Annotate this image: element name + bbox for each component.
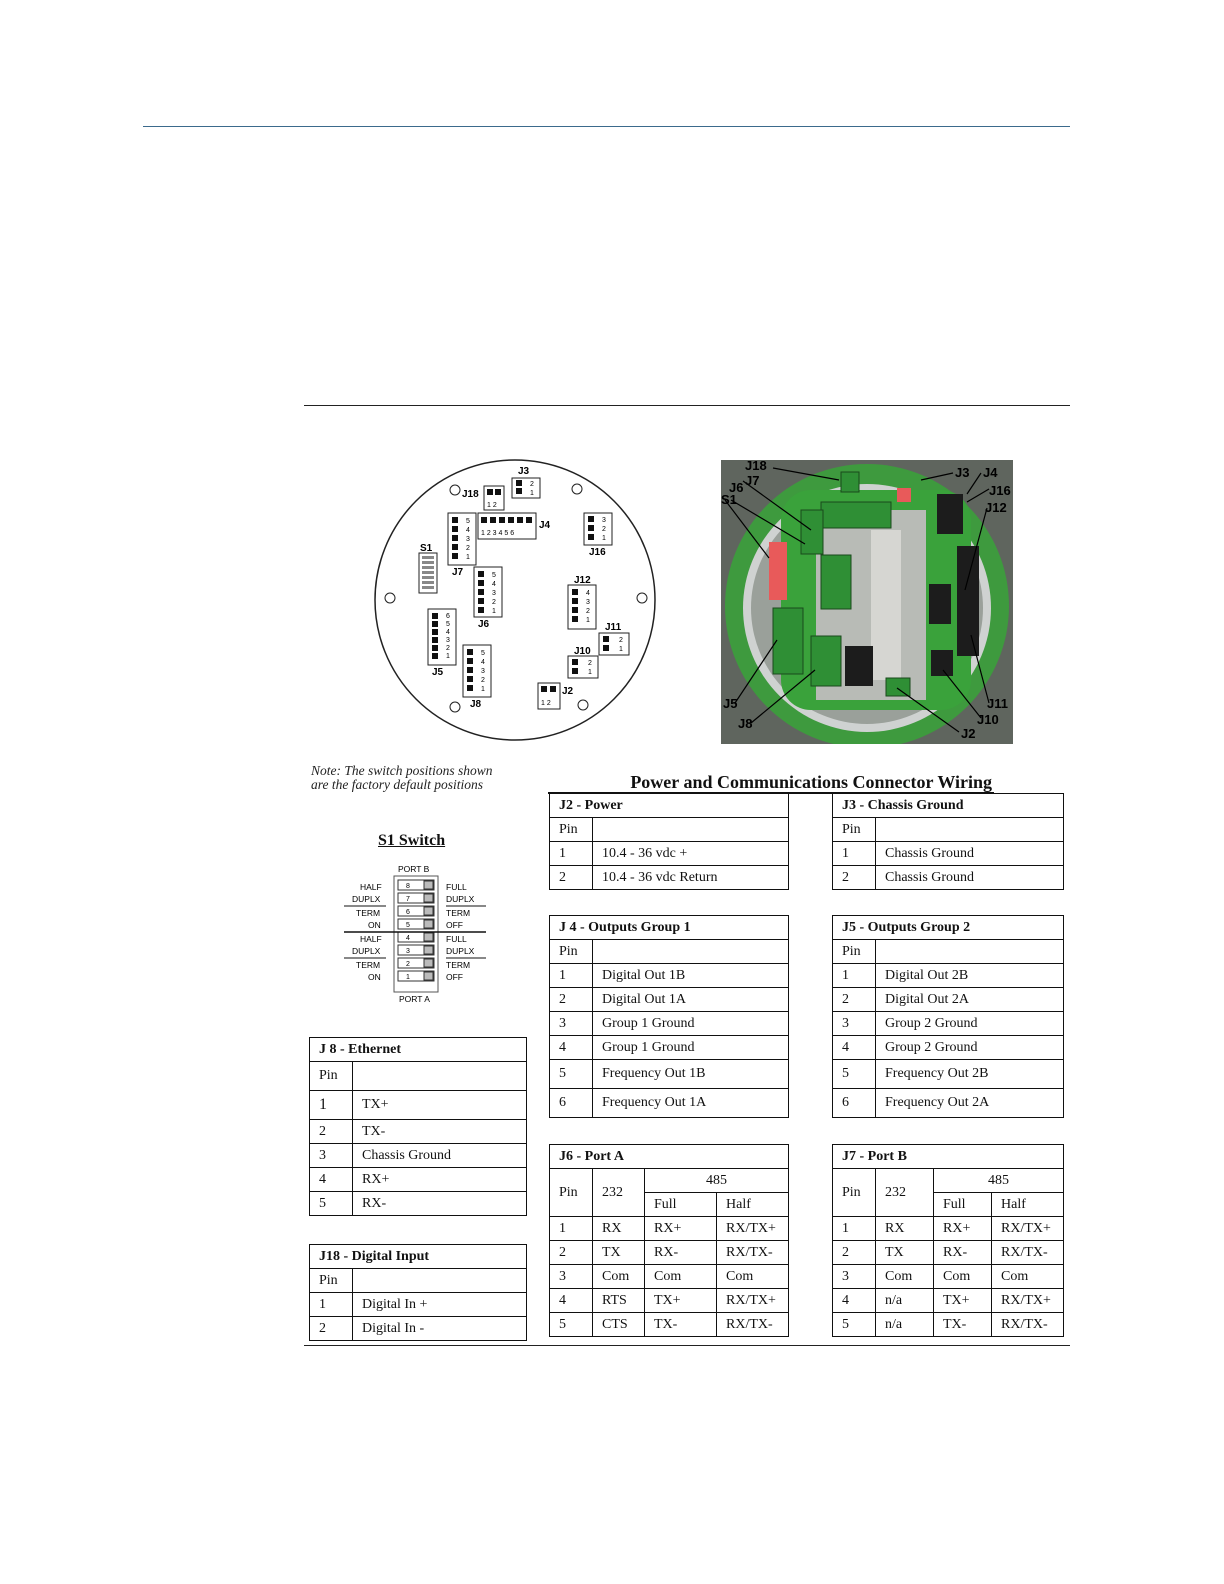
table-title: J6 - Port A [550, 1145, 789, 1169]
cell: TX- [645, 1313, 717, 1337]
svg-text:1 2: 1 2 [487, 502, 497, 509]
pin-cell: 2 [310, 1120, 353, 1144]
svg-text:1: 1 [602, 535, 606, 542]
svg-text:3: 3 [492, 590, 496, 597]
s1-switch-number: 2 [406, 961, 410, 968]
signal-cell: Group 1 Ground [593, 1012, 789, 1036]
pin-header: Pin [833, 818, 876, 842]
svg-text:1: 1 [586, 617, 590, 624]
table-row [833, 1089, 1064, 1118]
signal-cell: Digital Out 2B [876, 964, 1064, 988]
signal-cell: RX- [353, 1192, 527, 1216]
pin-cell: 3 [833, 1265, 876, 1289]
callout-s1: S1 [721, 492, 737, 507]
j18-digital-input-table [309, 1244, 527, 1341]
signal-cell: 10.4 - 36 vdc + [593, 842, 789, 866]
svg-text:1: 1 [446, 653, 450, 660]
section-rule [304, 405, 1070, 406]
label-j8: J8 [470, 699, 482, 710]
cell: RX/TX+ [717, 1289, 789, 1313]
svg-text:2: 2 [466, 545, 470, 552]
table-row [550, 964, 789, 988]
pin-cell: 4 [310, 1168, 353, 1192]
pin-cell: 2 [833, 1241, 876, 1265]
header-rule [143, 126, 1070, 127]
s1-switch-number: 7 [406, 896, 410, 903]
table-title: J3 - Chassis Ground [833, 794, 1064, 818]
pin-cell: 3 [833, 1012, 876, 1036]
cell: RX- [934, 1241, 992, 1265]
svg-text:2: 2 [530, 481, 534, 488]
connector-wiring-title: Power and Communications Connector Wiring [548, 772, 994, 794]
pin-header: Pin [550, 818, 593, 842]
s1-left-label: ON [368, 920, 381, 930]
signal-cell: Frequency Out 2A [876, 1089, 1064, 1118]
svg-text:1: 1 [619, 646, 623, 653]
pin-cell: 3 [310, 1144, 353, 1168]
pin-header: Pin [833, 1169, 876, 1217]
cell: RX/TX- [992, 1241, 1064, 1265]
cell: Com [593, 1265, 645, 1289]
pin-cell: 1 [310, 1091, 353, 1120]
table-row [550, 1012, 789, 1036]
signal-cell: Frequency Out 2B [876, 1060, 1064, 1089]
table-row [550, 1289, 789, 1313]
signal-cell: Group 2 Ground [876, 1036, 1064, 1060]
s1-right-label: DUPLX [446, 946, 475, 956]
pin-cell: 6 [833, 1089, 876, 1118]
board-diagram [370, 455, 660, 745]
s1-left-label: TERM [356, 960, 381, 970]
pin-header: Pin [310, 1062, 353, 1091]
table-row [833, 1241, 1064, 1265]
label-j6: J6 [478, 619, 490, 630]
svg-text:3: 3 [466, 536, 470, 543]
table-row [550, 1060, 789, 1089]
svg-text:1: 1 [588, 669, 592, 676]
svg-text:3: 3 [446, 637, 450, 644]
pin-cell: 4 [833, 1036, 876, 1060]
s1-left-label: HALF [360, 882, 382, 892]
signal-cell: Frequency Out 1B [593, 1060, 789, 1089]
table-title: J7 - Port B [833, 1145, 1064, 1169]
table-row [310, 1120, 527, 1144]
svg-text:1 2 3 4 5 6: 1 2 3 4 5 6 [481, 530, 515, 537]
svg-text:2: 2 [481, 677, 485, 684]
table-row [550, 842, 789, 866]
table-row [550, 1241, 789, 1265]
half-duplex-header: Half [992, 1193, 1064, 1217]
pin-cell: 2 [550, 988, 593, 1012]
rs485-header: 485 [645, 1169, 789, 1193]
rs232-header: 232 [876, 1169, 934, 1217]
cell: RX/TX+ [992, 1217, 1064, 1241]
pin-cell: 2 [833, 866, 876, 890]
table-row [833, 1012, 1064, 1036]
callout-j12: J12 [985, 500, 1007, 515]
svg-text:2: 2 [586, 608, 590, 615]
signal-cell: Frequency Out 1A [593, 1089, 789, 1118]
signal-cell: Chassis Ground [876, 842, 1064, 866]
pin-cell: 6 [550, 1089, 593, 1118]
svg-text:5: 5 [481, 650, 485, 657]
cell: RX+ [934, 1217, 992, 1241]
table-title: J 8 - Ethernet [310, 1038, 527, 1062]
table-title: J18 - Digital Input [310, 1245, 527, 1269]
s1-right-label: FULL [446, 934, 467, 944]
svg-text:4: 4 [446, 629, 450, 636]
pin-cell: 5 [310, 1192, 353, 1216]
cell: TX [593, 1241, 645, 1265]
label-s1: S1 [420, 543, 433, 554]
s1-left-label: TERM [356, 908, 381, 918]
pin-cell: 1 [833, 1217, 876, 1241]
table-row [550, 988, 789, 1012]
cell: Com [717, 1265, 789, 1289]
svg-text:3: 3 [586, 599, 590, 606]
cell: RX [593, 1217, 645, 1241]
label-j7: J7 [452, 567, 464, 578]
signal-cell: TX+ [353, 1091, 527, 1120]
s1-switch-toggle [424, 946, 433, 954]
pin-cell: 3 [550, 1265, 593, 1289]
pin-cell: 1 [833, 842, 876, 866]
pin-header: Pin [550, 1169, 593, 1217]
pin-cell: 1 [833, 964, 876, 988]
callout-j16: J16 [989, 483, 1011, 498]
pin-cell: 2 [550, 1241, 593, 1265]
svg-text:1: 1 [481, 686, 485, 693]
svg-text:1: 1 [466, 554, 470, 561]
cell: RX/TX- [717, 1241, 789, 1265]
svg-text:6: 6 [446, 613, 450, 620]
j8-ethernet-table [309, 1037, 527, 1216]
s1-switch-title: S1 Switch [378, 832, 446, 849]
svg-text:2: 2 [588, 660, 592, 667]
label-j11: J11 [605, 622, 622, 633]
pin-cell: 1 [550, 964, 593, 988]
svg-text:2: 2 [602, 526, 606, 533]
cell: n/a [876, 1313, 934, 1337]
callout-j4: J4 [983, 465, 998, 480]
svg-text:3: 3 [481, 668, 485, 675]
cell: n/a [876, 1289, 934, 1313]
pin-cell: 3 [550, 1012, 593, 1036]
s1-left-label: HALF [360, 934, 382, 944]
cell: RX- [645, 1241, 717, 1265]
table-row [310, 1317, 527, 1341]
svg-text:5: 5 [492, 572, 496, 579]
label-j10: J10 [574, 646, 591, 657]
table-row [833, 964, 1064, 988]
j2-power-table [549, 793, 789, 890]
half-duplex-header: Half [717, 1193, 789, 1217]
s1-switch-toggle [424, 881, 433, 889]
table-row [550, 866, 789, 890]
svg-text:1: 1 [530, 490, 534, 497]
pin-cell: 2 [833, 988, 876, 1012]
table-row [833, 1313, 1064, 1337]
s1-switch-number: 4 [406, 935, 410, 942]
pin-cell: 2 [310, 1317, 353, 1341]
svg-text:2: 2 [619, 637, 623, 644]
cell: RTS [593, 1289, 645, 1313]
table-row [310, 1192, 527, 1216]
signal-cell: Chassis Ground [353, 1144, 527, 1168]
rs485-header: 485 [934, 1169, 1064, 1193]
cell: RX+ [645, 1217, 717, 1241]
table-row [310, 1168, 527, 1192]
signal-cell: Digital In + [353, 1293, 527, 1317]
s1-switch-toggle [424, 907, 433, 915]
table-title: J 4 - Outputs Group 1 [550, 916, 789, 940]
pin-cell: 2 [550, 866, 593, 890]
s1-switch-number: 1 [406, 974, 410, 981]
note-line-1: Note: The switch positions shown [311, 763, 493, 778]
svg-text:5: 5 [446, 621, 450, 628]
s1-switch-toggle [424, 933, 433, 941]
svg-text:4: 4 [466, 527, 470, 534]
table-row [833, 842, 1064, 866]
callout-j2: J2 [961, 726, 976, 741]
table-row [833, 1289, 1064, 1313]
signal-cell: RX+ [353, 1168, 527, 1192]
svg-text:1 2: 1 2 [541, 700, 551, 707]
s1-right-label: OFF [446, 972, 463, 982]
j5-outputs-group-2-table [832, 915, 1064, 1118]
cell: TX [876, 1241, 934, 1265]
s1-right-label: TERM [446, 960, 471, 970]
label-j18: J18 [462, 489, 479, 500]
signal-cell: Chassis Ground [876, 866, 1064, 890]
cell: RX/TX+ [992, 1289, 1064, 1313]
s1-left-label: DUPLX [352, 894, 381, 904]
cell: RX [876, 1217, 934, 1241]
s1-switch-number: 8 [406, 883, 410, 890]
signal-cell: 10.4 - 36 vdc Return [593, 866, 789, 890]
label-j16: J16 [589, 547, 606, 558]
s1-right-label: DUPLX [446, 894, 475, 904]
table-row [550, 1036, 789, 1060]
label-j12: J12 [574, 575, 591, 586]
svg-text:4: 4 [492, 581, 496, 588]
cell: CTS [593, 1313, 645, 1337]
table-title: J2 - Power [550, 794, 789, 818]
signal-cell: TX- [353, 1120, 527, 1144]
table-row [310, 1091, 527, 1120]
table-row [833, 1060, 1064, 1089]
callout-j10: J10 [977, 712, 999, 727]
signal-cell: Group 2 Ground [876, 1012, 1064, 1036]
cell: Com [645, 1265, 717, 1289]
cell: TX- [934, 1313, 992, 1337]
s1-port-a: PORT A [399, 994, 430, 1004]
table-row [833, 1265, 1064, 1289]
table-row [833, 988, 1064, 1012]
cell: TX+ [934, 1289, 992, 1313]
s1-switch-number: 5 [406, 922, 410, 929]
svg-text:4: 4 [586, 590, 590, 597]
pin-cell: 4 [833, 1289, 876, 1313]
rs232-header: 232 [593, 1169, 645, 1217]
pin-cell: 4 [550, 1036, 593, 1060]
callout-j8: J8 [738, 716, 753, 731]
s1-switch-diagram [344, 862, 492, 1008]
table-row [310, 1293, 527, 1317]
table-row [550, 1313, 789, 1337]
cell: Com [934, 1265, 992, 1289]
table-row [833, 1036, 1064, 1060]
pin-cell: 5 [833, 1313, 876, 1337]
cell: RX/TX- [717, 1313, 789, 1337]
pin-cell: 1 [550, 842, 593, 866]
svg-text:2: 2 [446, 645, 450, 652]
label-j4: J4 [539, 520, 551, 531]
full-duplex-header: Full [934, 1193, 992, 1217]
callout-j7: J7 [745, 473, 760, 488]
callout-j11: J11 [987, 696, 1008, 711]
signal-cell: Group 1 Ground [593, 1036, 789, 1060]
full-duplex-header: Full [645, 1193, 717, 1217]
cell: RX/TX- [992, 1313, 1064, 1337]
svg-text:1: 1 [492, 608, 496, 615]
table-row [833, 866, 1064, 890]
s1-right-label: TERM [446, 908, 471, 918]
cell: RX/TX+ [717, 1217, 789, 1241]
note-line-2: are the factory default positions [311, 777, 483, 792]
pin-cell: 5 [550, 1060, 593, 1089]
callout-j6: J6 [729, 480, 744, 495]
s1-switch-toggle [424, 959, 433, 967]
s1-switch-toggle [424, 972, 433, 980]
factory-default-note [311, 764, 493, 792]
footer-rule [304, 1345, 1070, 1346]
pin-cell: 1 [310, 1293, 353, 1317]
svg-text:2: 2 [492, 599, 496, 606]
pin-header: Pin [310, 1269, 353, 1293]
signal-cell: Digital Out 1B [593, 964, 789, 988]
cell: Com [876, 1265, 934, 1289]
s1-switch-toggle [424, 894, 433, 902]
s1-right-label: OFF [446, 920, 463, 930]
pin-cell: 1 [550, 1217, 593, 1241]
pin-cell: 5 [550, 1313, 593, 1337]
s1-port-b: PORT B [398, 864, 430, 874]
board-photo [721, 460, 1013, 744]
svg-text:3: 3 [602, 517, 606, 524]
signal-cell: Digital Out 2A [876, 988, 1064, 1012]
pin-header: Pin [550, 940, 593, 964]
table-row [833, 1217, 1064, 1241]
table-row [310, 1144, 527, 1168]
s1-switch-toggle [424, 920, 433, 928]
pin-cell: 4 [550, 1289, 593, 1313]
pin-cell: 5 [833, 1060, 876, 1089]
cell: Com [992, 1265, 1064, 1289]
j4-outputs-group-1-table [549, 915, 789, 1118]
j6-port-a-table [549, 1144, 789, 1337]
s1-switch-number: 6 [406, 909, 410, 916]
label-j5: J5 [432, 667, 444, 678]
s1-right-label: FULL [446, 882, 467, 892]
callout-j18: J18 [745, 460, 767, 473]
callout-j3: J3 [955, 465, 970, 480]
table-row [550, 1089, 789, 1118]
pin-header: Pin [833, 940, 876, 964]
svg-text:4: 4 [481, 659, 485, 666]
j7-port-b-table [832, 1144, 1064, 1337]
cell: TX+ [645, 1289, 717, 1313]
s1-left-label: DUPLX [352, 946, 381, 956]
table-row [550, 1265, 789, 1289]
callout-j5: J5 [723, 696, 738, 711]
table-title: J5 - Outputs Group 2 [833, 916, 1064, 940]
s1-left-label: ON [368, 972, 381, 982]
signal-cell: Digital In - [353, 1317, 527, 1341]
label-j2: J2 [562, 686, 574, 697]
label-j3: J3 [518, 466, 530, 477]
svg-text:5: 5 [466, 518, 470, 525]
s1-switch-number: 3 [406, 948, 410, 955]
signal-cell: Digital Out 1A [593, 988, 789, 1012]
table-row [550, 1217, 789, 1241]
j3-chassis-ground-table [832, 793, 1064, 890]
